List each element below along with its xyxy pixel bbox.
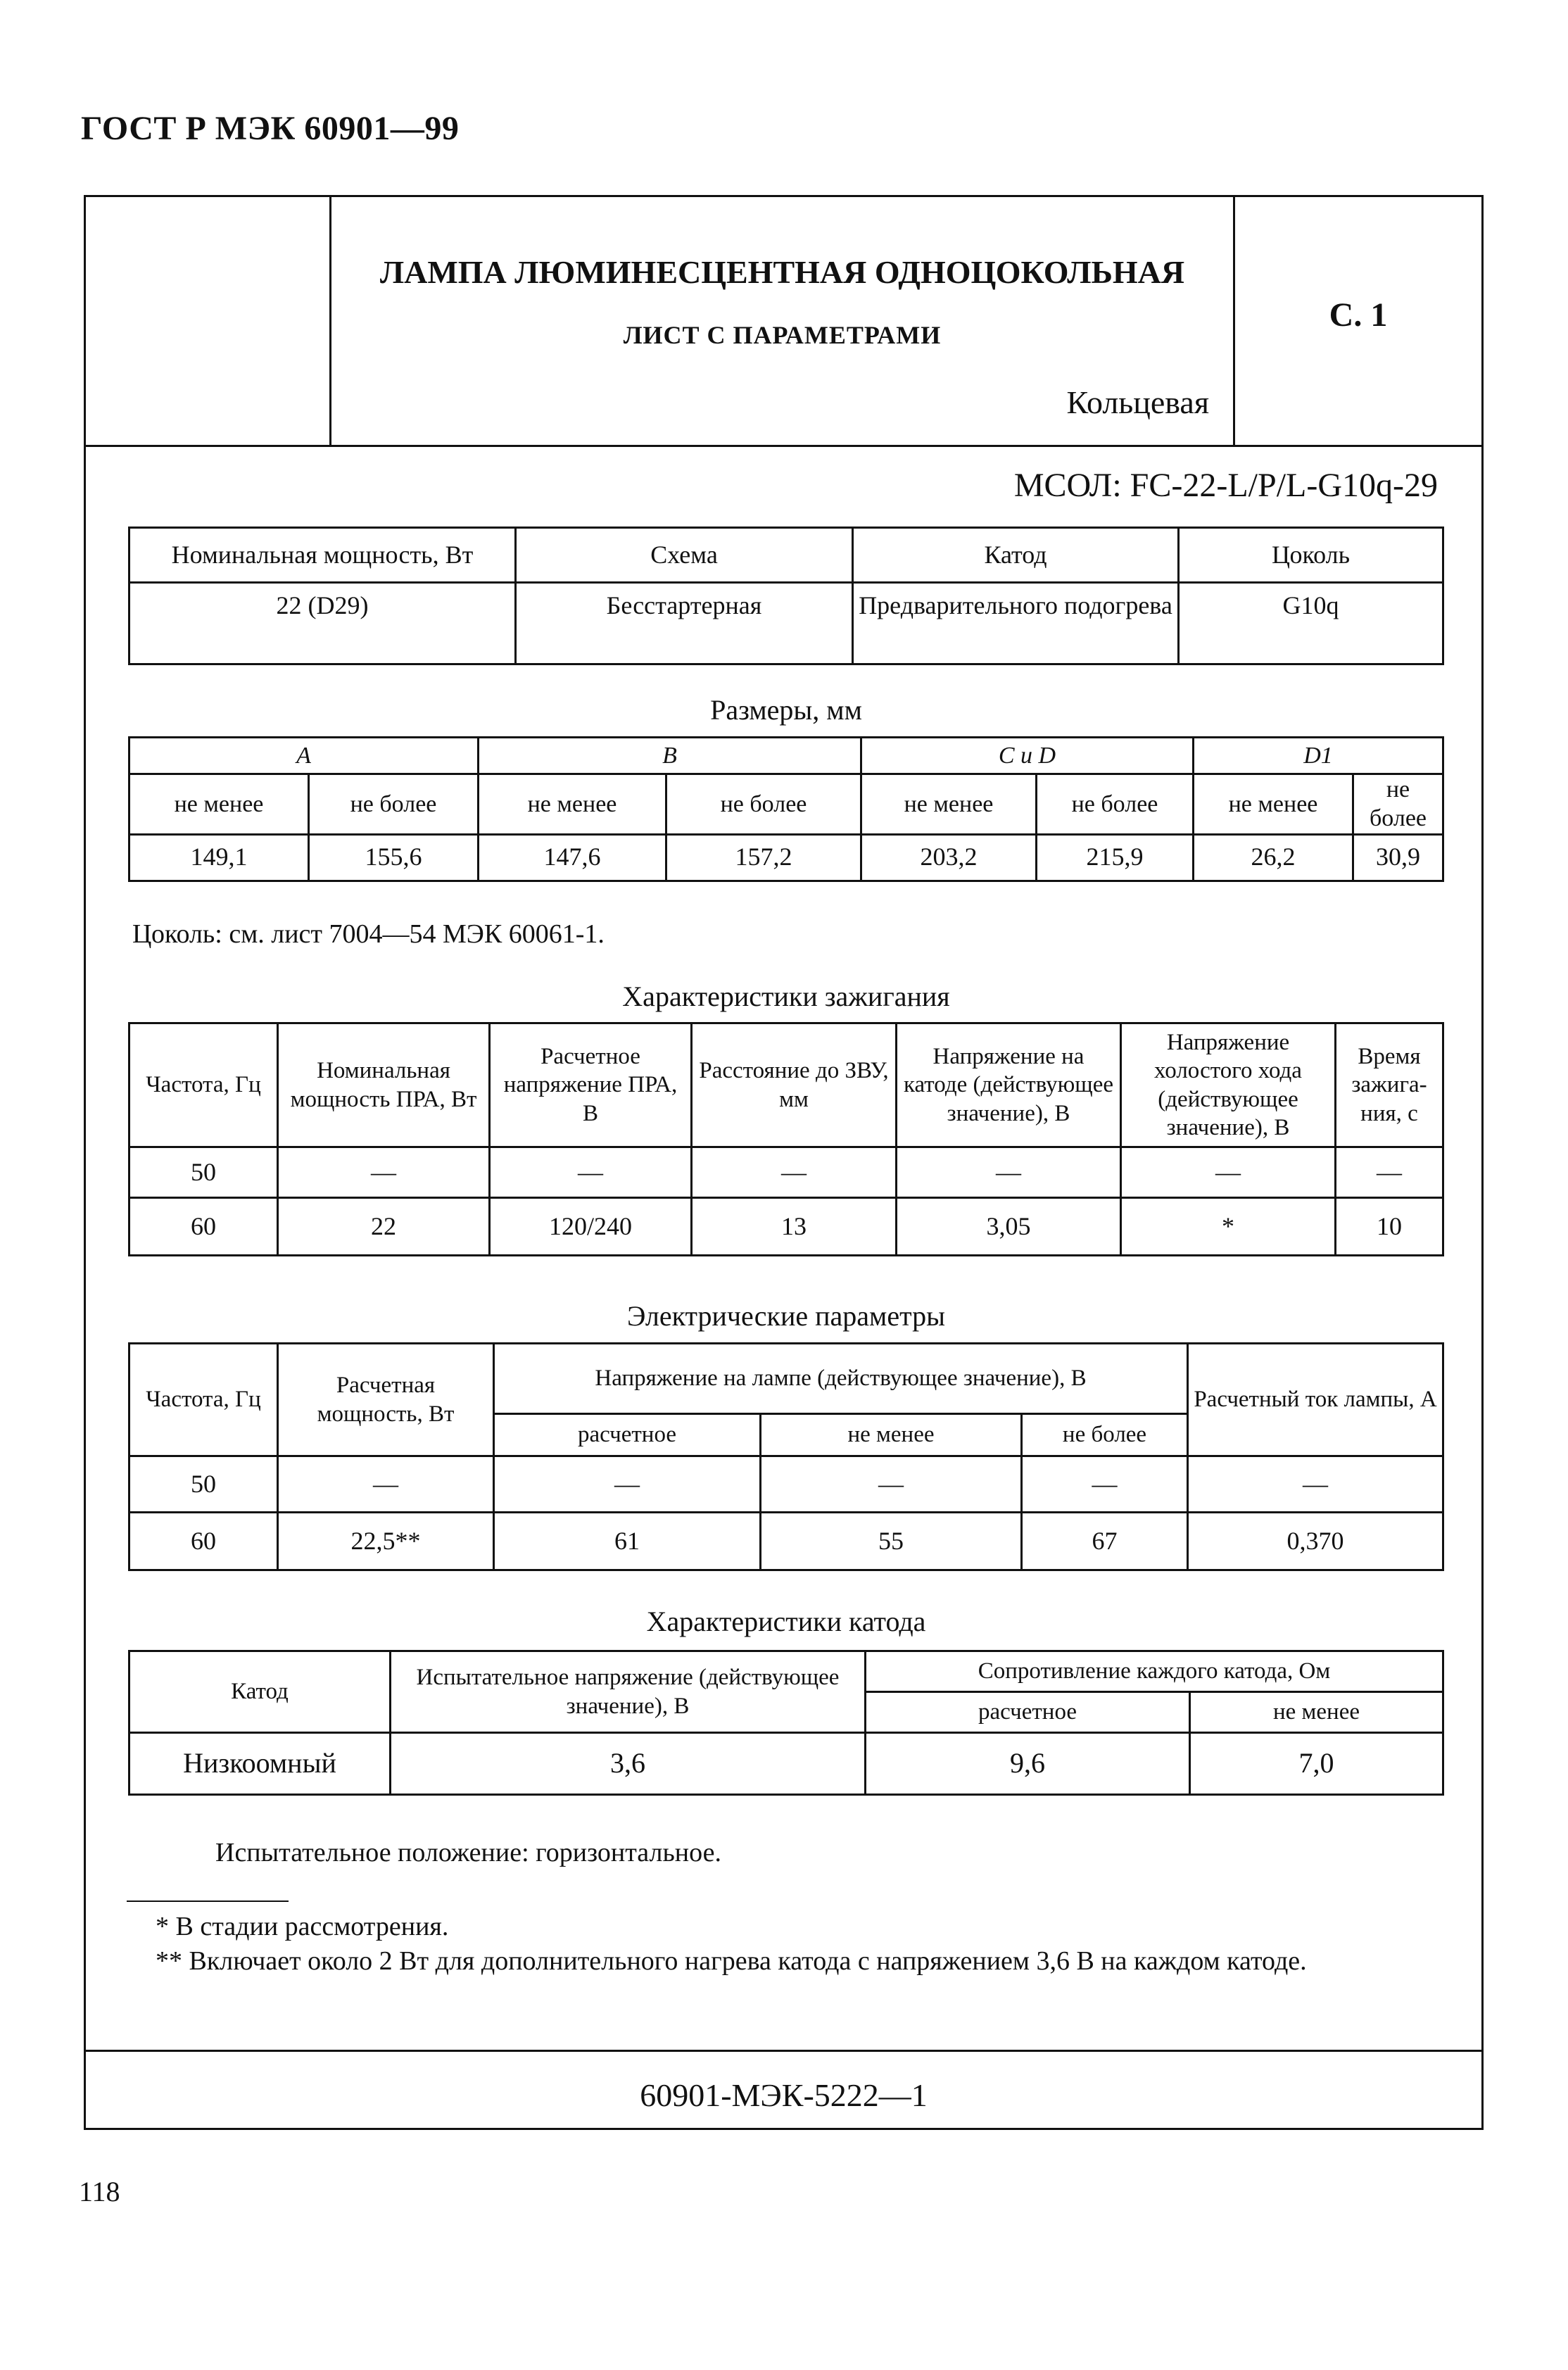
el-cell: 0,370 bbox=[1188, 1513, 1443, 1570]
sheet-code: 60901-МЭК-5222—1 bbox=[640, 2077, 928, 2113]
el-cell: — bbox=[761, 1456, 1022, 1513]
ign-h-distance: Расстояние до ЗВУ, мм bbox=[692, 1023, 897, 1147]
ign-cell: — bbox=[897, 1147, 1121, 1198]
sheet-title: ЛАМПА ЛЮМИНЕСЦЕНТНАЯ ОДНОЦОКОЛЬНАЯ bbox=[379, 254, 1185, 290]
el-cell: — bbox=[1188, 1456, 1443, 1513]
electrical-table bbox=[128, 1342, 1444, 1571]
dim-sub: не более bbox=[1037, 774, 1194, 835]
el-sub: не более bbox=[1022, 1414, 1188, 1456]
th-cathode: Катод bbox=[853, 528, 1179, 583]
ign-cell: — bbox=[1336, 1147, 1443, 1198]
cat-cell: 9,6 bbox=[866, 1733, 1190, 1795]
dim-sub: не менее bbox=[1194, 774, 1353, 835]
dim-value: 157,2 bbox=[666, 834, 861, 881]
ign-h-freq: Частота, Гц bbox=[129, 1023, 278, 1147]
ignition-table bbox=[128, 1022, 1444, 1256]
el-cell: — bbox=[1022, 1456, 1188, 1513]
ign-h-ballast-power: Номинальная мощность ПРА, Вт bbox=[278, 1023, 490, 1147]
th-scheme: Схема bbox=[516, 528, 853, 583]
cat-cell: 7,0 bbox=[1190, 1733, 1443, 1795]
dim-value: 147,6 bbox=[479, 834, 666, 881]
cat-sub: не менее bbox=[1190, 1692, 1443, 1733]
ign-cell: * bbox=[1121, 1198, 1336, 1256]
cat-cell: Низкоомный bbox=[129, 1733, 391, 1795]
cell-scheme: Бесстартерная bbox=[516, 583, 853, 664]
dim-sub: не менее bbox=[861, 774, 1037, 835]
cat-sub: расчетное bbox=[866, 1692, 1190, 1733]
th-power: Номинальная мощность, Вт bbox=[129, 528, 516, 583]
ign-cell: 13 bbox=[692, 1198, 897, 1256]
sheet-subtitle: ЛИСТ С ПАРАМЕТРАМИ bbox=[623, 321, 942, 349]
cell-power: 22 (D29) bbox=[129, 583, 516, 664]
th-base: Цоколь bbox=[1179, 528, 1443, 583]
el-cell: 22,5** bbox=[278, 1513, 494, 1570]
footnote-2: ** Включает около 2 Вт для дополнительного нагрева катода с напряжением 3,6 В на каждом катоде. bbox=[156, 1946, 1307, 1976]
ign-cell: — bbox=[278, 1147, 490, 1198]
dim-value: 149,1 bbox=[129, 834, 309, 881]
ign-cell: 22 bbox=[278, 1198, 490, 1256]
dim-value: 155,6 bbox=[309, 834, 479, 881]
el-cell: — bbox=[278, 1456, 494, 1513]
cat-h-cathode: Катод bbox=[129, 1651, 391, 1733]
document-header: ГОСТ Р МЭК 60901—99 bbox=[81, 110, 460, 147]
main-params-table bbox=[128, 527, 1444, 665]
title-divider bbox=[84, 445, 1484, 447]
dim-value: 215,9 bbox=[1037, 834, 1194, 881]
ign-cell: — bbox=[692, 1147, 897, 1198]
el-sub: не менее bbox=[761, 1414, 1022, 1456]
dimensions-caption: Размеры, мм bbox=[710, 694, 862, 726]
cat-h-resist: Сопротивление каждого катода, Ом bbox=[866, 1651, 1443, 1692]
dim-sub: не более bbox=[666, 774, 861, 835]
electrical-caption: Электрические параметры bbox=[627, 1300, 945, 1332]
dim-value: 203,2 bbox=[861, 834, 1037, 881]
el-h-current: Расчетный ток лампы, А bbox=[1188, 1344, 1443, 1456]
ign-cell: 60 bbox=[129, 1198, 278, 1256]
dim-sub: не более bbox=[1353, 774, 1443, 835]
dim-group-d1: D1 bbox=[1194, 738, 1443, 774]
footnote-divider bbox=[127, 1901, 289, 1902]
lamp-designation: МСОЛ: FC-22-L/P/L-G10q-29 bbox=[1013, 467, 1438, 504]
ign-cell: 3,05 bbox=[897, 1198, 1121, 1256]
el-cell: 61 bbox=[494, 1513, 761, 1570]
el-cell: 55 bbox=[761, 1513, 1022, 1570]
ign-h-ballast-voltage: Расчетное напряжение ПРА, В bbox=[490, 1023, 692, 1147]
lamp-type: Кольцевая bbox=[1066, 384, 1209, 420]
el-cell: — bbox=[494, 1456, 761, 1513]
test-position: Испытательное положение: горизонтальное. bbox=[215, 1838, 721, 1867]
el-h-voltage: Напряжение на лампе (действующее значение), В bbox=[494, 1344, 1188, 1414]
ign-cell: — bbox=[1121, 1147, 1336, 1198]
ign-h-time: Время зажига-ния, с bbox=[1336, 1023, 1443, 1147]
dimensions-table bbox=[128, 736, 1444, 882]
dim-group-cd: C и D bbox=[861, 738, 1194, 774]
dim-value: 30,9 bbox=[1353, 834, 1443, 881]
el-h-freq: Частота, Гц bbox=[129, 1344, 278, 1456]
cathode-table bbox=[128, 1650, 1444, 1796]
ign-cell: 50 bbox=[129, 1147, 278, 1198]
ign-cell: 120/240 bbox=[490, 1198, 692, 1256]
el-h-power: Расчетная мощность, Вт bbox=[278, 1344, 494, 1456]
cell-base: G10q bbox=[1179, 583, 1443, 664]
ign-h-open-voltage: Напряжение холостого хода (действующее значение), В bbox=[1121, 1023, 1336, 1147]
sheet-number: С. 1 bbox=[1329, 296, 1388, 334]
ign-cell: 10 bbox=[1336, 1198, 1443, 1256]
dim-sub: не более bbox=[309, 774, 479, 835]
ignition-caption: Характеристики зажигания bbox=[622, 981, 950, 1012]
cathode-caption: Характеристики катода bbox=[646, 1606, 926, 1637]
page-number: 118 bbox=[79, 2176, 120, 2207]
cell-cathode: Предварительного подогрева bbox=[853, 583, 1179, 664]
ign-cell: — bbox=[490, 1147, 692, 1198]
base-note: Цоколь: см. лист 7004—54 МЭК 60061-1. bbox=[132, 919, 605, 949]
dim-group-a: A bbox=[129, 738, 479, 774]
el-cell: 67 bbox=[1022, 1513, 1188, 1570]
el-sub: расчетное bbox=[494, 1414, 761, 1456]
cat-cell: 3,6 bbox=[391, 1733, 866, 1795]
dim-value: 26,2 bbox=[1194, 834, 1353, 881]
el-cell: 50 bbox=[129, 1456, 278, 1513]
footnote-1: * В стадии рассмотрения. bbox=[156, 1912, 449, 1941]
dim-sub: не менее bbox=[479, 774, 666, 835]
footer-divider bbox=[84, 2050, 1484, 2052]
el-cell: 60 bbox=[129, 1513, 278, 1570]
dim-group-b: B bbox=[479, 738, 861, 774]
cat-h-test: Испытательное напряжение (действующее значение), В bbox=[391, 1651, 866, 1733]
ign-h-cathode-voltage: Напряжение на катоде (действующее значение), В bbox=[897, 1023, 1121, 1147]
dim-sub: не менее bbox=[129, 774, 309, 835]
